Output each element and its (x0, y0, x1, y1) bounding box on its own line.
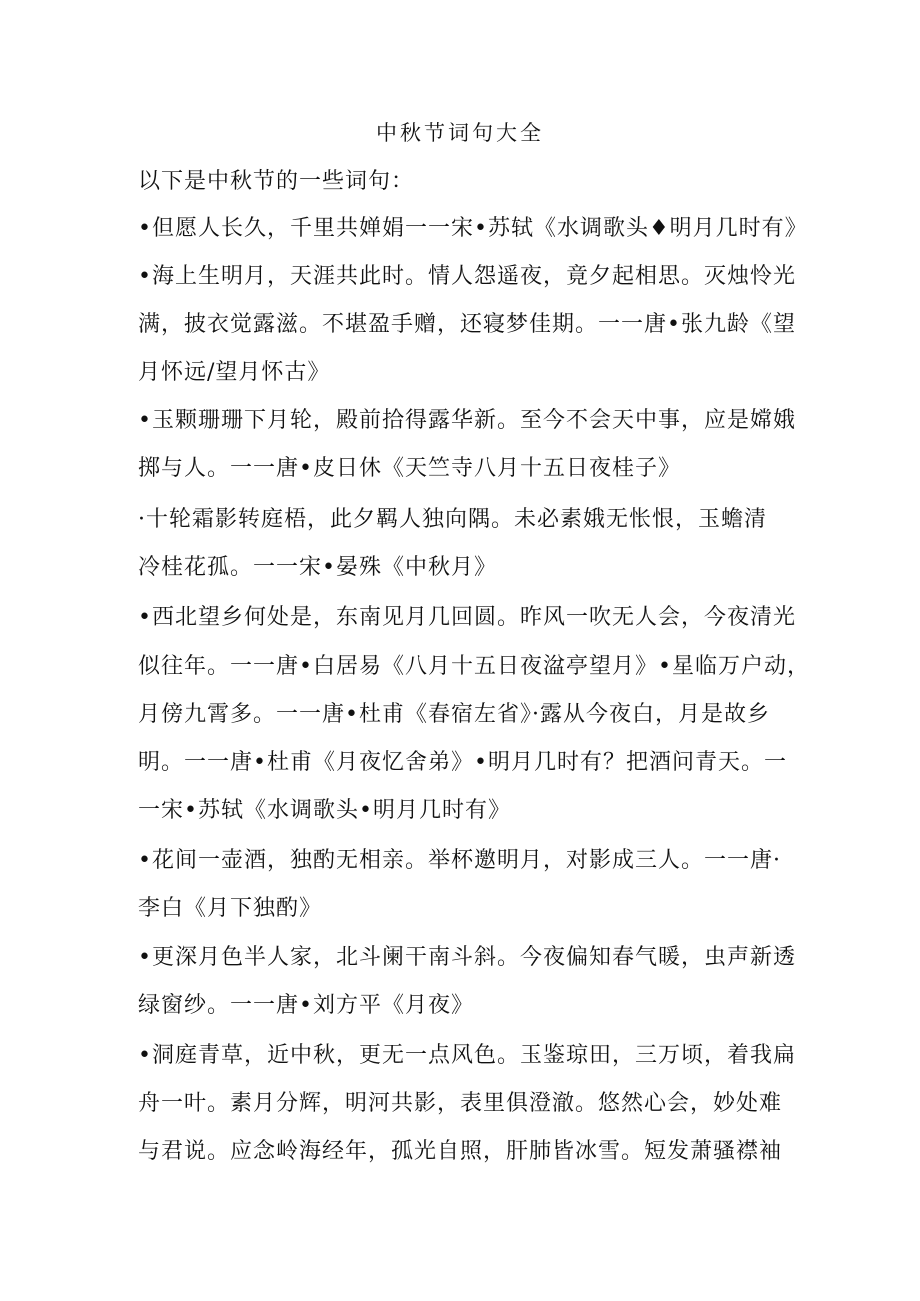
text-line: •海上生明月，天涯共此时。情人怨遥夜，竟夕起相思。灭烛怜光 (138, 264, 796, 289)
text-line: 似往年。一一唐•白居易《八月十五日夜湓亭望月》•星临万户动， (138, 654, 810, 679)
text-line: •更深月色半人家，北斗阑干南斗斜。今夜偏知春气暖，虫声新透 (138, 945, 796, 970)
text-line: 舟一叶。素月分辉，明河共影，表里俱澄澈。悠然心会，妙处难 (138, 1091, 783, 1116)
text-line: •西北望乡何处是，东南见月几回圆。昨风一吹无人会，今夜清光 (138, 605, 796, 630)
text-line: •花间一壶酒，独酌无相亲。举杯邀明月，对影成三人。一一唐· (138, 848, 781, 873)
text-line: •玉颗珊珊下月轮，殿前拾得露华新。至今不会天中事，应是嫦娥 (138, 408, 796, 433)
document-title: 中秋节词句大全 (376, 121, 544, 145)
text-line: •但愿人长久，千里共婵娟一一宋•苏轼《水调歌头♦明月几时有》 (138, 216, 808, 241)
text-line: 满，披衣觉露滋。不堪盈手赠，还寝梦佳期。一一唐•张九龄《望 (138, 312, 796, 337)
text-line: 一宋•苏轼《水调歌头•明月几时有》 (138, 798, 511, 823)
text-line: 绿窗纱。一一唐•刘方平《月夜》 (138, 993, 474, 1018)
text-line: 明。一一唐•杜甫《月夜忆舍弟》•明月几时有？把酒问青天。一 (138, 750, 787, 775)
text-line: 月怀远/望月怀古》 (138, 360, 331, 385)
text-line: •洞庭青草，近中秋，更无一点风色。玉鉴琼田，三万顷，着我扁 (138, 1043, 796, 1068)
text-line: 李白《月下独酌》 (138, 896, 323, 921)
text-line: ·十轮霜影转庭梧，此夕羁人独向隅。未必素娥无怅恨，玉蟾清 (138, 507, 767, 532)
intro-line: 以下是中秋节的一些词句： (138, 169, 415, 194)
text-line: 冷桂花孤。一一宋•晏殊《中秋月》 (138, 555, 497, 580)
text-line: 月傍九霄多。一一唐•杜甫《春宿左省》·露从今夜白，月是故乡 (138, 702, 770, 727)
text-line: 与君说。应念岭海经年，孤光自照，肝肺皆冰雪。短发萧骚襟袖 (138, 1139, 783, 1164)
text-line: 掷与人。一一唐•皮日休《天竺寺八月十五日夜桂子》 (138, 456, 681, 481)
